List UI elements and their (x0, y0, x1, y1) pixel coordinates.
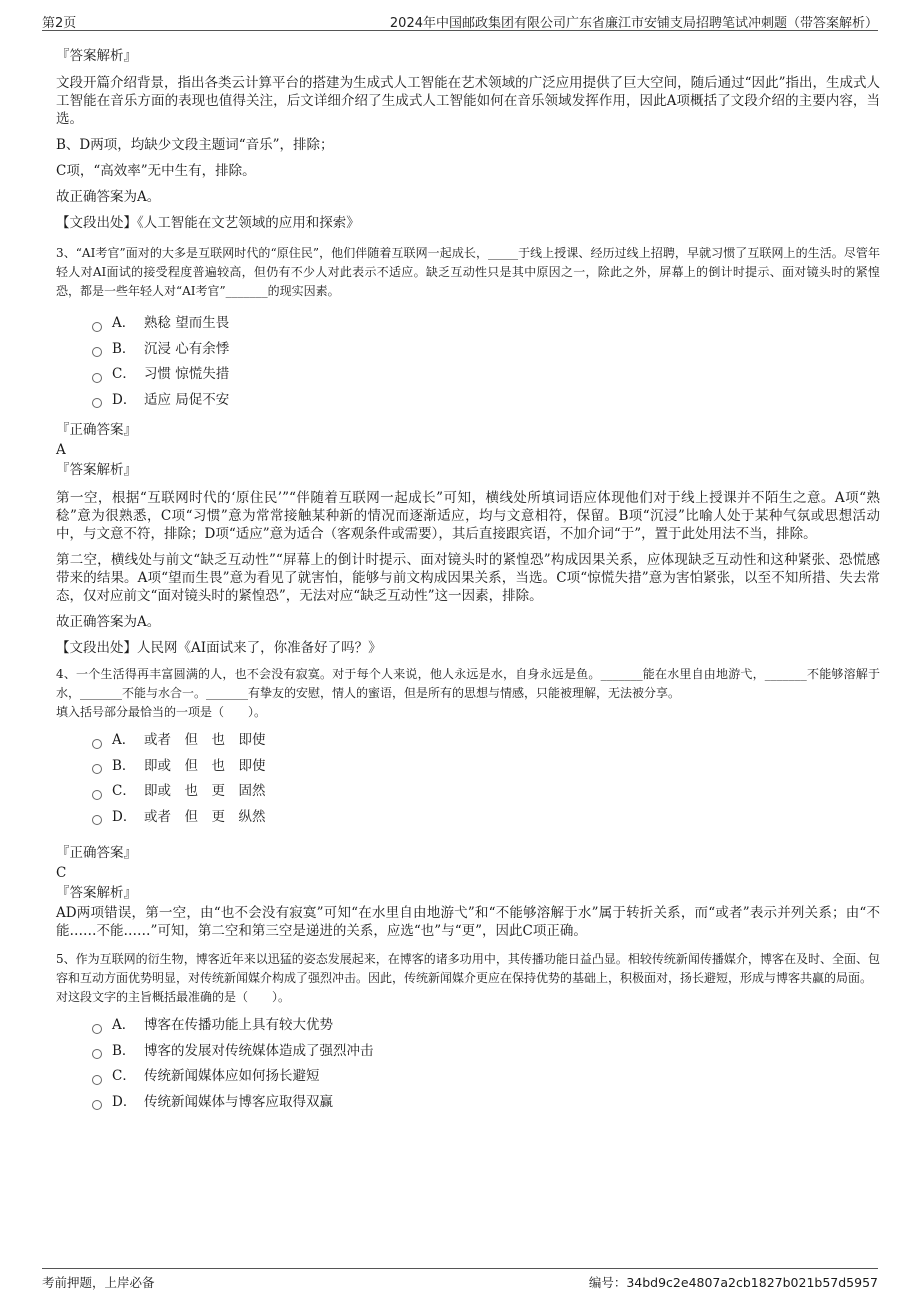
q4-prompt: 填入括号部分最恰当的一项是（ ）。 (56, 705, 267, 719)
radio-icon[interactable] (92, 1100, 102, 1110)
q2-analysis-conclusion: 故正确答案为A。 (56, 189, 161, 205)
q4-option-d[interactable]: D． 或者 但 更 纵然 (92, 805, 880, 831)
q5-option-c[interactable]: C． 传统新闻媒体应如何扬长避短 (92, 1064, 880, 1090)
q3-answer: A (56, 442, 66, 458)
q4-option-a[interactable]: A． 或者 但 也 即使 (92, 728, 880, 754)
q3-option-b[interactable]: B． 沉浸 心有余悸 (92, 337, 880, 363)
q3-option-d[interactable]: D． 适应 局促不安 (92, 388, 880, 414)
q2-analysis-paragraph-2: B、D两项，均缺少文段主题词“音乐”，排除； (56, 137, 334, 153)
q3-answer-label: 『正确答案』 (56, 422, 137, 438)
q2-analysis-paragraph-1: 文段开篇介绍背景，指出各类云计算平台的搭建为生成式人工智能在艺术领域的广泛应用提供了巨大空间，随后通过“因此”指出，生成式人工智能在音乐方面的表现也值得关注，后文详细介绍了生成式人工智能如何在音乐领域发挥作用，因此A项概括了文段介绍的主要内容，当选。 (56, 75, 880, 127)
radio-icon[interactable] (92, 739, 102, 749)
q3-analysis-paragraph-1: 第一空，根据“互联网时代的‘原住民’”“伴随着互联网一起成长”可知，横线处所填词语应体现他们对于线上授课并不陌生之意。A项“熟稔”意为很熟悉，C项“习惯”意为常常接触某种新的情况而逐渐适应，均与文意相符，保留。B项“沉浸”比喻人处于某种气氛或思想活动中，与文意不符，排除；D项“适应”意为适合（客观条件或需要），其后直接跟宾语，不加介词“于”，置于此处用法不当，排除。 (56, 490, 880, 542)
q5-prompt: 对这段文字的主旨概括最准确的是（ ）。 (56, 990, 291, 1004)
q3-source: 【文段出处】人民网《AI面试来了，你准备好了吗？》 (56, 640, 382, 656)
radio-icon[interactable] (92, 347, 102, 357)
q4-option-b[interactable]: B． 即或 但 也 即使 (92, 754, 880, 780)
footer-slogan: 考前押题，上岸必备 (42, 1275, 155, 1290)
page-content (56, 42, 880, 1123)
radio-icon[interactable] (92, 322, 102, 332)
document-title: 2024年中国邮政集团有限公司广东省廉江市安铺支局招聘笔试冲刺题（带答案解析） (389, 16, 878, 31)
q5-options (92, 1013, 880, 1115)
q3-analysis-label: 『答案解析』 (56, 462, 137, 478)
q3-option-a[interactable]: A． 熟稔 望而生畏 (92, 311, 880, 337)
page-footer (42, 1268, 878, 1293)
q2-source: 【文段出处】《人工智能在文艺领域的应用和探索》 (56, 215, 360, 231)
radio-icon[interactable] (92, 373, 102, 383)
radio-icon[interactable] (92, 1075, 102, 1085)
q2-analysis-paragraph-3: C项，“高效率”无中生有，排除。 (56, 163, 256, 179)
q3-option-c[interactable]: C． 习惯 惊慌失措 (92, 362, 880, 388)
q5-stem: 5、作为互联网的衍生物，博客近年来以迅猛的姿态发展起来，在博客的诸多功用中，其传播功能日益凸显。相较传统新闻传播媒介，博客在及时、全面、包容和互动方面优势明显，对传统新闻媒介构成了强烈冲击。因此，传统新闻媒介更应在保持优势的基础上，积极面对，扬长避短，形成与博客共赢的局面。 (56, 952, 880, 985)
radio-icon[interactable] (92, 398, 102, 408)
radio-icon[interactable] (92, 1049, 102, 1059)
radio-icon[interactable] (92, 764, 102, 774)
q4-answer: C (56, 865, 67, 881)
q3-analysis-conclusion: 故正确答案为A。 (56, 614, 161, 630)
q4-analysis-label: 『答案解析』 (56, 885, 137, 901)
q5-option-d[interactable]: D． 传统新闻媒体与博客应取得双赢 (92, 1090, 880, 1116)
q3-analysis-paragraph-2: 第二空，横线处与前文“缺乏互动性”“屏幕上的倒计时提示、面对镜头时的紧惶恐”构成因果关系，应体现缺乏互动性和这种紧张、恐慌感带来的结果。A项“望而生畏”意为看见了就害怕，能够与前文构成因果关系，当选。C项“惊慌失措”意为害怕紧张，以至不知所措、失去常态，仅对应前文“面对镜头时的紧惶恐”，无法对应“缺乏互动性”这一因素，排除。 (56, 552, 880, 604)
q5-option-a[interactable]: A． 博客在传播功能上具有较大优势 (92, 1013, 880, 1039)
page-header (42, 10, 878, 31)
radio-icon[interactable] (92, 1024, 102, 1034)
radio-icon[interactable] (92, 790, 102, 800)
page-number: 第2页 (42, 16, 77, 31)
q4-options (92, 728, 880, 830)
radio-icon[interactable] (92, 815, 102, 825)
q4-analysis-paragraph-1: AD两项错误，第一空，由“也不会没有寂寞”可知“在水里自由地游弋”和“不能够溶解于水”属于转折关系，而“或者”表示并列关系；由“不能……不能……”可知，第二空和第三空是递进的关系，应选“也”与“更”，因此C项正确。 (56, 905, 880, 939)
q3-options (92, 311, 880, 413)
q2-analysis-label: 『答案解析』 (56, 48, 137, 64)
q4-stem: 4、一个生活得再丰富圆满的人，也不会没有寂寞。对于每个人来说，他人永远是水，自身永远是鱼。_______能在水里自由地游弋，_______不能够溶解于水，_______不能与水合一。_______有挚友的安慰，情人的蜜语，但是所有的思想与情感，只能被理解，无法被分享。 (56, 667, 880, 700)
q4-option-c[interactable]: C． 即或 也 更 固然 (92, 779, 880, 805)
q4-answer-label: 『正确答案』 (56, 845, 137, 861)
q3-stem: 3、“AI考官”面对的大多是互联网时代的“原住民”，他们伴随着互联网一起成长，_____于线上授课、经历过线上招聘，早就习惯了互联网上的生活。尽管年轻人对AI面试的接受程度普遍较高，但仍有不少人对此表示不适应。缺乏互动性只是其中原因之一，除此之外，屏幕上的倒计时提示、面对镜头时的紧惶恐，都是一些年轻人对“AI考官”_______的现实因素。 (56, 246, 880, 298)
q5-option-b[interactable]: B． 博客的发展对传统媒体造成了强烈冲击 (92, 1039, 880, 1065)
document-id: 编号：34bd9c2e4807a2cb1827b021b57d5957 (588, 1275, 878, 1290)
